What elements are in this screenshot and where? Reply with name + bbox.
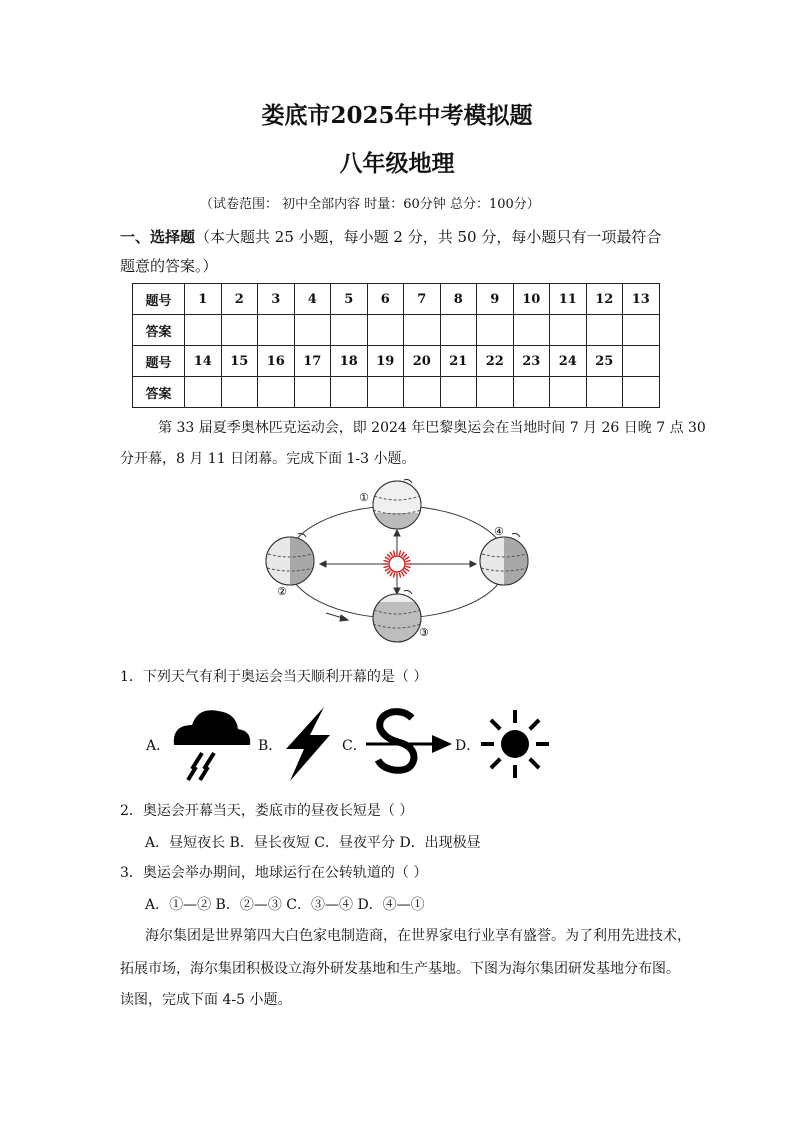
page-subtitle: 八年级地理 (339, 150, 455, 177)
question-number-cell: 8 (440, 284, 477, 315)
passage-2-line-1: 海尔集团是世界第四大白色家电制造商，在世界家电行业享有盛誉。为了利用先进技术， (145, 928, 691, 944)
position-label-4: ④ (494, 525, 504, 538)
question-number-cell: 20 (404, 346, 441, 377)
sun-ray (393, 573, 394, 578)
question-number-cell: 16 (258, 346, 295, 377)
answer-cell[interactable] (331, 377, 368, 408)
question-number-cell: 3 (258, 284, 295, 315)
option-a-label: A． (146, 738, 171, 754)
earth-position-4 (480, 533, 534, 589)
sandstorm-icon (364, 708, 454, 776)
answer-cell[interactable] (477, 377, 514, 408)
section-1-instructions: （本大题共 25 小题，每小题 2 分，共 50 分，每小题只有一项最符合 (195, 228, 662, 246)
sunny-icon (477, 706, 553, 782)
question-number-cell: 9 (477, 284, 514, 315)
question-2-stem: 2．奥运会开幕当天，娄底市的昼夜长短是（ ） (120, 803, 414, 819)
earth-position-1 (367, 481, 427, 533)
question-number-cell: 12 (586, 284, 623, 315)
passage-1-line-1: 第 33 届夏季奥林匹克运动会，即 2024 年巴黎奥运会在当地时间 7 月 26 日晚 7 点 30 (158, 420, 706, 436)
sun-ray (385, 569, 389, 572)
answer-cell[interactable] (586, 315, 623, 346)
answer-cell[interactable] (550, 315, 587, 346)
passage-2-line-3: 读图，完成下面 4-5 小题。 (120, 992, 292, 1008)
sunny-ray (491, 759, 500, 768)
question-number-cell: 10 (513, 284, 550, 315)
section-1-header (120, 227, 661, 247)
answer-table (132, 283, 660, 408)
sun-ray (402, 572, 405, 576)
answer-cell[interactable] (586, 377, 623, 408)
question-number-cell: 23 (513, 346, 550, 377)
sun-ray (399, 573, 400, 578)
option-c-label: C． (342, 738, 367, 754)
sun-ray (393, 550, 394, 555)
question-number-cell: 11 (550, 284, 587, 315)
question-number-cell: 4 (294, 284, 331, 315)
answer-cell[interactable] (440, 377, 477, 408)
sun-icon (383, 550, 411, 578)
sun-ray (403, 570, 407, 574)
answer-cell[interactable] (331, 315, 368, 346)
question-number-cell: 13 (623, 284, 660, 315)
sun-ray (383, 566, 388, 567)
table-row (133, 377, 660, 408)
sunny-ray (530, 759, 539, 768)
answer-cell[interactable] (623, 377, 660, 408)
answer-cell[interactable] (404, 315, 441, 346)
question-2-options: A．昼短夜长 B．昼长夜短 C．昼夜平分 D．出现极昼 (145, 835, 481, 851)
answer-label: 答案 (133, 377, 185, 408)
passage-2-line-2: 拓展市场，海尔集团积极设立海外研发基地和生产基地。下图为海尔集团研发基地分布图。 (120, 961, 680, 977)
question-number-cell: 15 (221, 346, 258, 377)
sun-ray (403, 554, 407, 558)
question-number-cell (623, 346, 660, 377)
earth-position-3 (367, 588, 427, 642)
answer-label: 答案 (133, 315, 185, 346)
question-3-options: A．①—② B．②—③ C．③—④ D．④—① (145, 897, 425, 913)
answer-cell[interactable] (513, 315, 550, 346)
table-row (133, 315, 660, 346)
question-number-cell: 2 (221, 284, 258, 315)
sun-ray (390, 572, 393, 576)
sunny-ray (491, 720, 500, 729)
passage-1-line-2: 分开幕，8 月 11 日闭幕。完成下面 1-3 小题。 (120, 451, 416, 467)
question-number-cell: 21 (440, 346, 477, 377)
sun-ray (399, 550, 400, 555)
answer-cell[interactable] (185, 315, 222, 346)
page-title: 娄底市2025年中考模拟题 (261, 102, 533, 129)
section-1-heading: 一、选择题 (120, 228, 196, 246)
earth-position-2 (266, 533, 320, 589)
exam-info: （试卷范围： 初中全部内容 时量：60分钟 总分：100分） (200, 197, 540, 212)
sun-ray (385, 557, 389, 560)
question-number-cell: 1 (185, 284, 222, 315)
sunny-ray (530, 720, 539, 729)
question-3-stem: 3．奥运会举办期间，地球运行在公转轨道的（ ） (120, 865, 428, 881)
question-number-label: 题号 (133, 284, 185, 315)
answer-cell[interactable] (185, 377, 222, 408)
sun-ray (390, 552, 393, 556)
orbit-direction-arrow (326, 613, 348, 621)
sun-ray (387, 554, 391, 558)
question-number-cell: 14 (185, 346, 222, 377)
question-number-cell: 7 (404, 284, 441, 315)
option-b-label: B． (258, 738, 283, 754)
answer-cell[interactable] (221, 315, 258, 346)
table-row (133, 346, 660, 377)
sun-ray (402, 552, 405, 556)
answer-cell[interactable] (367, 315, 404, 346)
question-number-cell: 24 (550, 346, 587, 377)
question-number-cell: 18 (331, 346, 368, 377)
answer-cell[interactable] (404, 377, 441, 408)
sun-ray (387, 570, 391, 574)
table-row (133, 284, 660, 315)
answer-cell[interactable] (513, 377, 550, 408)
option-d-label: D． (455, 738, 481, 754)
position-label-1: ① (359, 491, 369, 504)
answer-cell[interactable] (367, 377, 404, 408)
answer-cell[interactable] (294, 377, 331, 408)
lightning-icon (280, 705, 334, 783)
question-1-stem: 1．下列天气有利于奥运会当天顺利开幕的是（ ） (120, 669, 428, 685)
answer-cell[interactable] (550, 377, 587, 408)
answer-cell[interactable] (294, 315, 331, 346)
answer-cell[interactable] (258, 377, 295, 408)
rain-cloud-icon (170, 703, 252, 783)
sun-ray (405, 557, 409, 560)
question-number-cell: 5 (331, 284, 368, 315)
earth-orbit-diagram (262, 478, 540, 646)
question-number-cell: 19 (367, 346, 404, 377)
answer-cell[interactable] (623, 315, 660, 346)
question-number-cell: 17 (294, 346, 331, 377)
question-number-label: 题号 (133, 346, 185, 377)
section-1-instructions-cont: 题意的答案。） (120, 257, 218, 275)
position-label-3: ③ (419, 626, 429, 639)
position-label-2: ② (277, 585, 287, 598)
question-number-cell: 22 (477, 346, 514, 377)
question-number-cell: 25 (586, 346, 623, 377)
answer-cell[interactable] (440, 315, 477, 346)
sun-ray (406, 566, 411, 567)
answer-cell[interactable] (477, 315, 514, 346)
sun-ray (406, 560, 411, 561)
answer-cell[interactable] (221, 377, 258, 408)
answer-cell[interactable] (258, 315, 295, 346)
sun-ray (383, 560, 388, 561)
sun-ray (405, 569, 409, 572)
question-number-cell: 6 (367, 284, 404, 315)
